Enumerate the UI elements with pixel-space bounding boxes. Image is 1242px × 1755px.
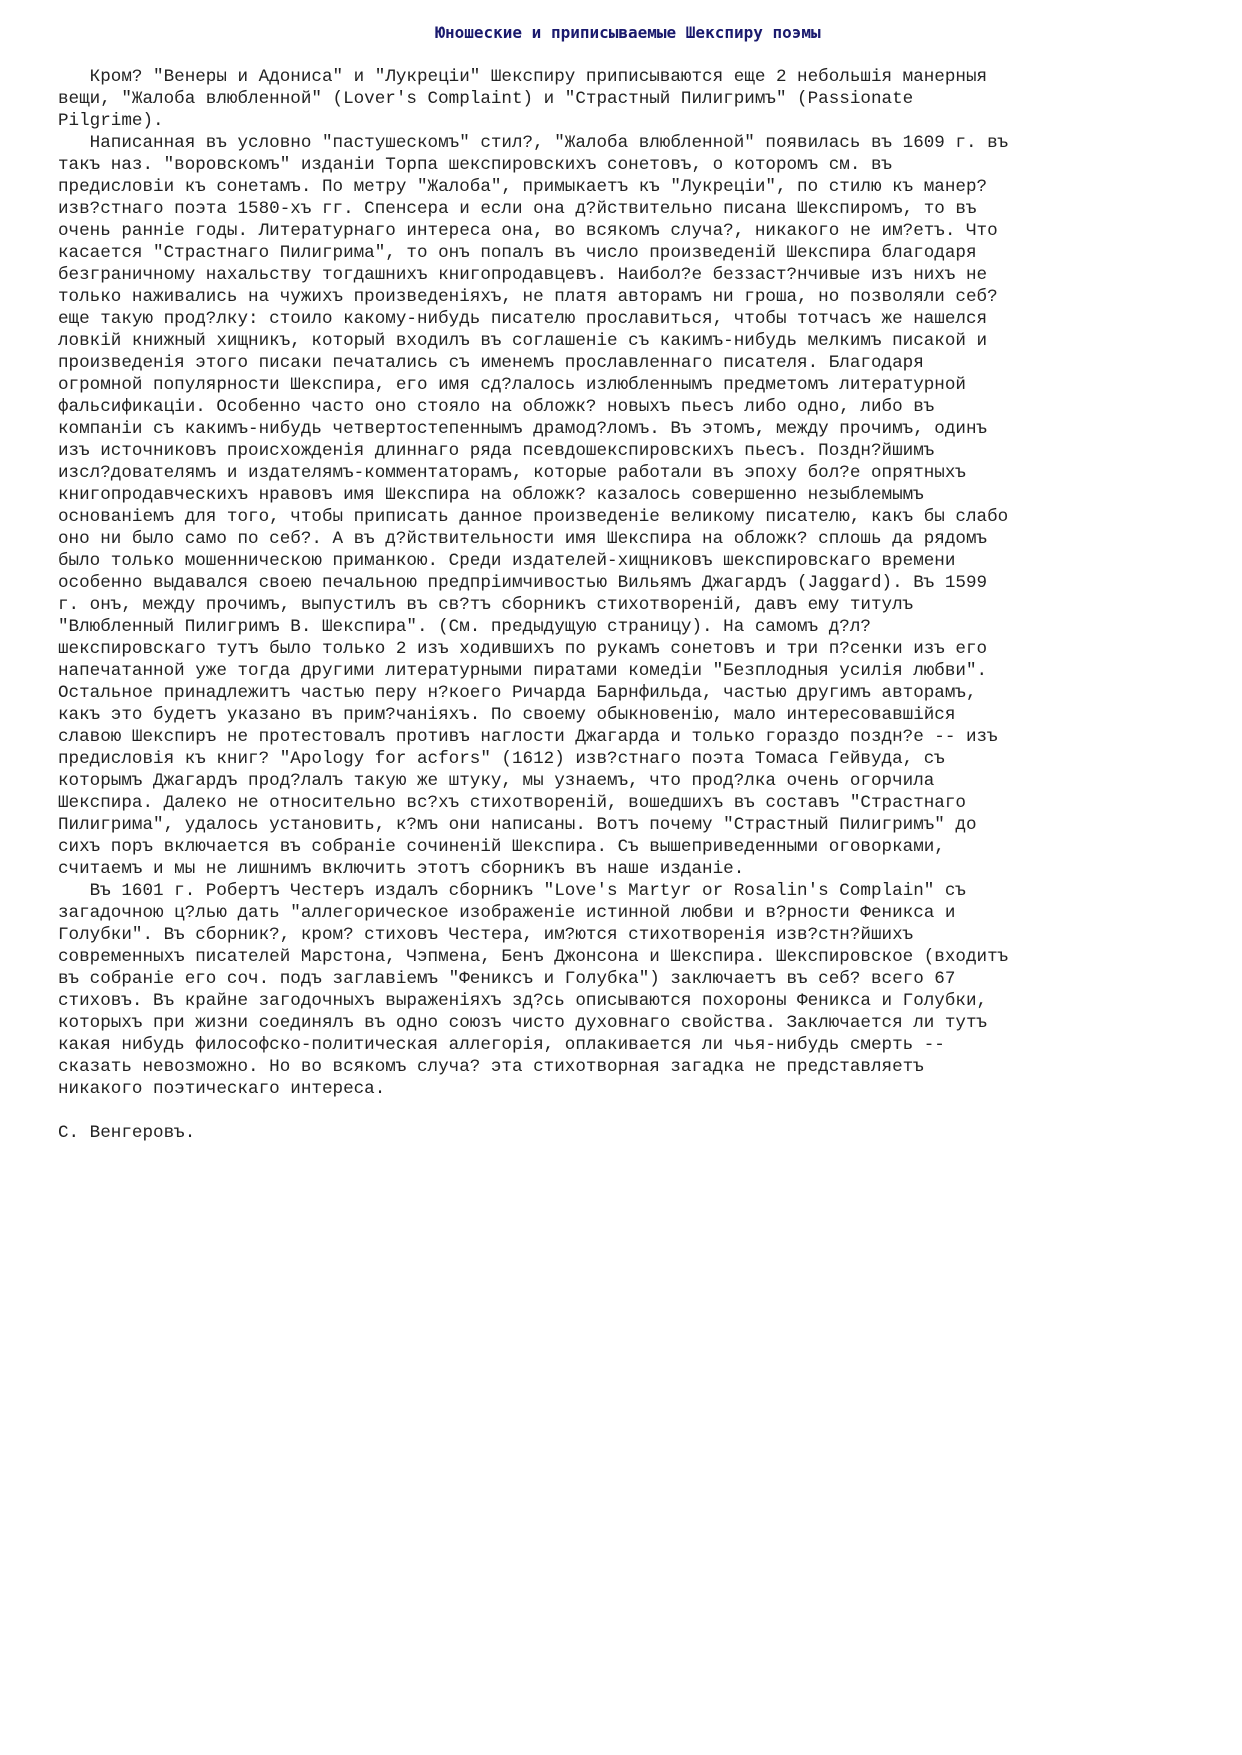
paragraph-1: Кром? "Венеры и Адониса" и "Лукреціи" Шекспиру приписываются еще 2 небольшія манерныя вещи, "Жалоба влюбленной" (Lover's Complaint) и "Страстный Пилигримъ" (Passionate Pilgrime). [58, 67, 988, 131]
paragraph-3: Въ 1601 г. Робертъ Честеръ издалъ сборникъ "Love's Martyr or Rosalin's Complain" съ загадочною ц?лью дать "аллегорическое изображеніе истинной любви и в?рности Феникса и Голубки". Въ сборник?, кром? стиховъ Честера, им?ются стихотворенія изв?стн?йшихъ современныхъ писателей Марстона, Чэпмена, Бенъ Джонсона и Шекспира. Шекспировское (входитъ въ собраніе его соч. подъ заглавіемъ "Фениксъ и Голубка") заключаетъ въ себ? всего 67 стиховъ. Въ крайне загодочныхъ выраженіяхъ зд?сь описываются похороны Феникса и Голубки, которыхъ при жизни соединялъ въ одно союзъ чисто духовнаго свойства. Заключается ли тутъ какая нибудь философско-политическая аллегорія, оплакивается ли чья-нибудь смерть -- сказать невозможно. Но во всякомъ случа? эта стихотворная загадка не представляетъ никакого поэтическаго интереса. [58, 881, 1009, 1099]
document-page [58, 22, 1198, 1144]
paragraph-2: Написанная въ условно "пастушескомъ" стил?, "Жалоба влюбленной" появилась въ 1609 г. въ такъ наз. "воровскомъ" изданіи Торпа шекспировскихъ сонетовъ, о которомъ см. въ предисловіи къ сонетамъ. По метру "Жалоба", примыкаетъ къ "Лукреціи", по стилю къ манер? изв?стнаго поэта 1580-хъ гг. Спенсера и если она д?йствительно писана Шекспиромъ, то въ очень ранніе годы. Литературнаго интереса она, во всякомъ случа?, никакого не им?етъ. Что касается "Страстнаго Пилигрима", то онъ попалъ въ число произведеній Шекспира благодаря безграничному нахальству тогдашнихъ книгопродавцевъ. Наибол?е беззаст?нчивые изъ нихъ не только наживались на чужихъ произведеніяхъ, не платя авторамъ ни гроша, но позволяли себ? еще такую прод?лку: стоило какому-нибудь писателю прославиться, чтобы тотчасъ же нашелся ловкій книжный хищникъ, который входилъ въ соглашеніе съ какимъ-нибудь мелкимъ писакой и произведенія этого писаки печатались съ именемъ прославленнаго писателя. Благодаря огромной популярности Шекспира, его имя сд?лалось излюбленнымъ предметомъ литературной фальсификаціи. Особенно часто оно стояло на обложк? новыхъ пьесъ либо одно, либо въ компаніи съ какимъ-нибудь четвертостепеннымъ драмод?ломъ. Въ этомъ, между прочимъ, одинъ изъ источниковъ происхожденія длиннаго ряда псевдошекспировскихъ пьесъ. Поздн?йшимъ изсл?дователямъ и издателямъ-комментаторамъ, которые работали въ эпоху бол?е опрятныхъ книгопродавческихъ нравовъ имя Шекспира на обложк? казалось совершенно незыблемымъ основаніемъ для того, чтобы приписать данное произведеніе великому писателю, какъ бы слабо оно ни было само по себ?. А въ д?йствительности имя Шекспира на обложк? сплошь да рядомъ было только мошенническою приманкою. Среди издателей-хищниковъ шекспировскаго времени особенно выдавался своею печальною предпріимчивостью Вильямъ Джагардъ (Jaggard). Въ 1599 г. онъ, между прочимъ, выпустилъ въ св?тъ сборникъ стихотвореній, давъ ему титулъ "Влюбленный Пилигримъ В. Шекспира". (См. предыдущую страницу). На самомъ д?л? шекспировскаго тутъ было только 2 изъ ходившихъ по рукамъ сонетовъ и три п?сенки изъ его напечатанной уже тогда другими литературными пиратами комедіи "Безплодныя усилія любви". Остальное принадлежитъ частью перу н?коего Ричарда Барнфильда, частью другимъ авторамъ, какъ это будетъ указано въ прим?чаніяхъ. По своему обыкновенію, мало интересовавшійся славою Шекспиръ не протестовалъ противъ наглости Джагарда и только гораздо поздн?е -- изъ предисловія къ книг? "Apology for acfors" (1612) изв?стнаго поэта Томаса Гейвуда, съ которымъ Джагардъ прод?лалъ такую же штуку, мы узнаемъ, что прод?лка очень огорчила Шекспира. Далеко не относительно вс?хъ стихотвореній, вошедшихъ въ составъ "Страстнаго Пилигрима", удалось установить, к?мъ они написаны. Вотъ почему "Страстный Пилигримъ" до сихъ поръ включается въ собраніе сочиненій Шекспира. Съ вышеприведенными оговорками, считаемъ и мы не лишнимъ включить этотъ сборникъ въ наше изданіе. [58, 133, 1009, 879]
author-signature: С. Венгеровъ. [58, 1123, 196, 1143]
document-title: Юношеские и приписываемые Шекспиру поэмы [435, 23, 821, 42]
